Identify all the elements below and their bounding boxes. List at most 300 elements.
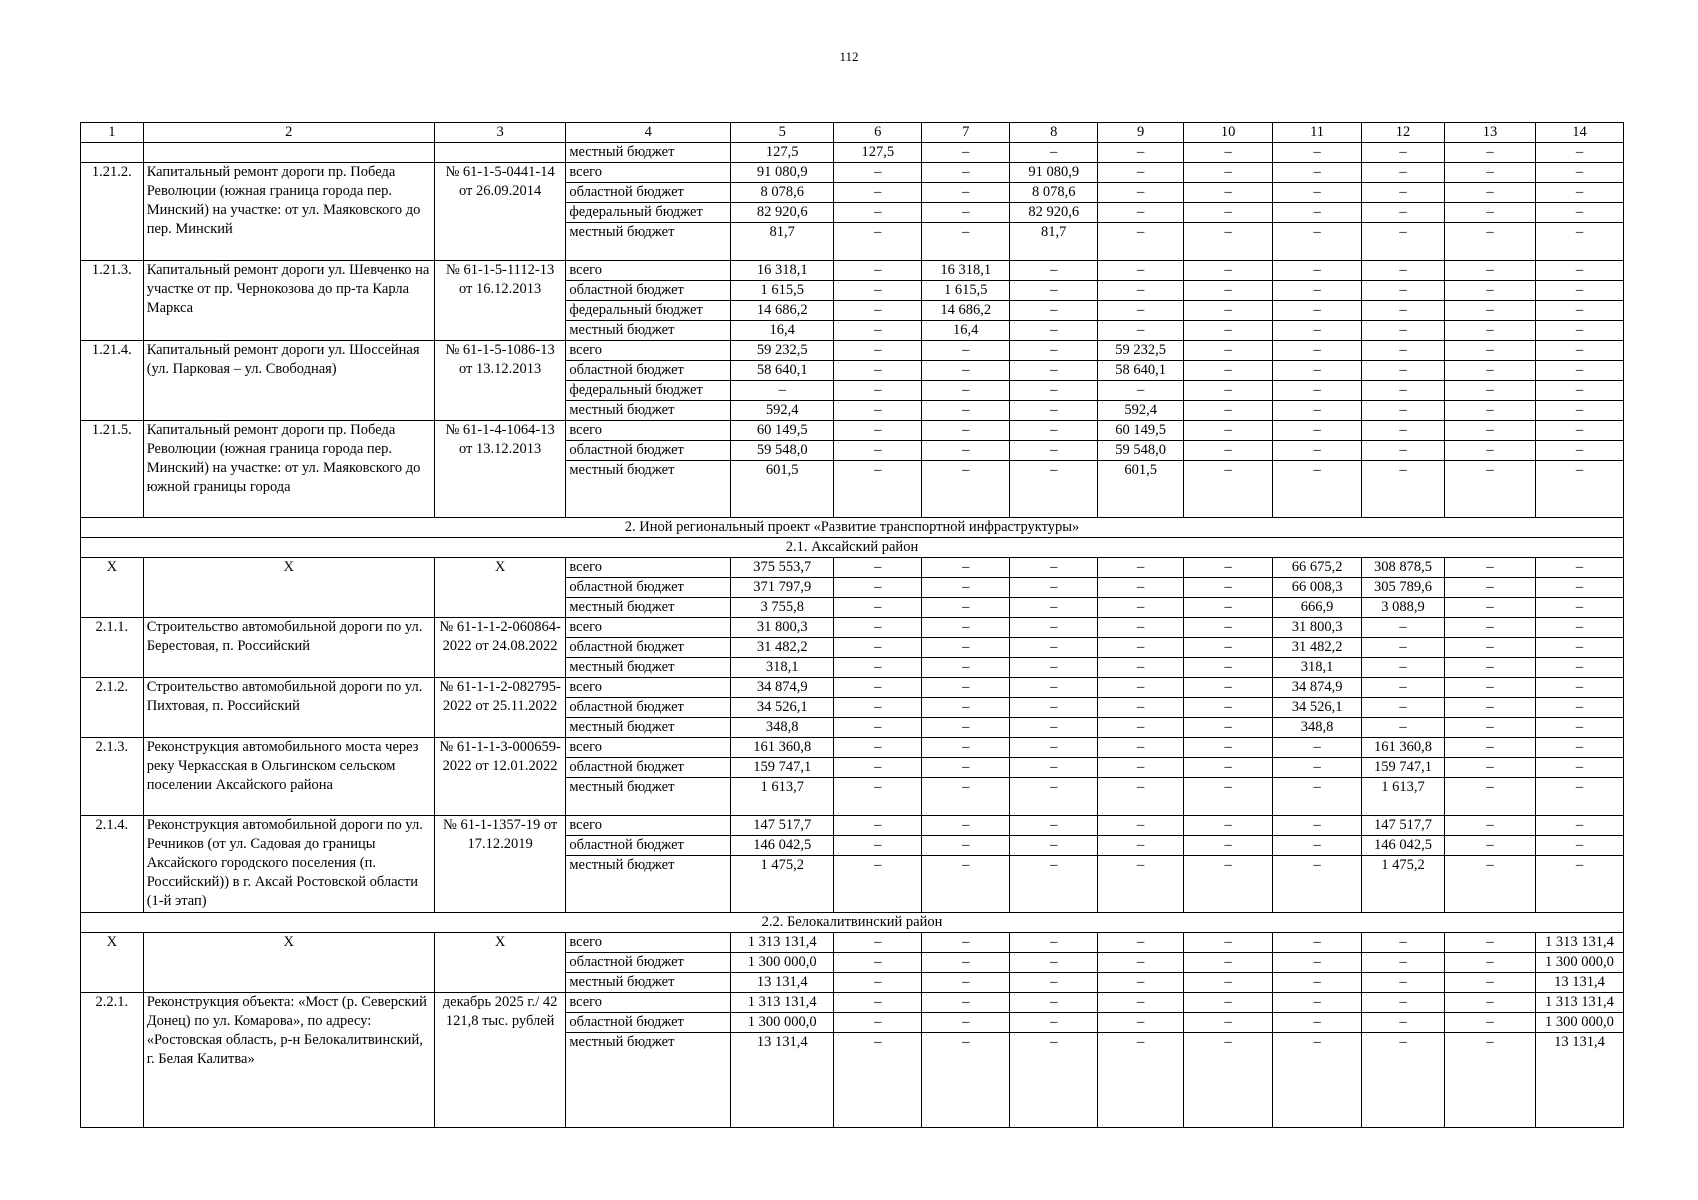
cell-value: – [834,281,922,301]
cell-value: – [1098,1013,1184,1033]
cell-value: 318,1 [731,658,834,678]
cell-value: – [1098,598,1184,618]
cell-value: – [1010,143,1098,163]
cell-value: всего [566,341,731,361]
cell-value: – [1010,341,1098,361]
cell-value: 1 475,2 [731,856,834,913]
cell-name [143,143,434,163]
section-2-1 [81,538,1624,558]
cell-value: 1 300 000,0 [1535,1013,1623,1033]
cell-value: – [1098,738,1184,758]
cell-value: – [1444,718,1535,738]
total-marker: X [434,933,565,993]
cell-value: – [1535,183,1623,203]
cell-value: 1 313 131,4 [1535,933,1623,953]
cell-value: 371 797,9 [731,578,834,598]
cell-value: – [834,738,922,758]
cell-value: 8 078,6 [1010,183,1098,203]
cell-value: – [1098,558,1184,578]
cell-value: – [1098,638,1184,658]
cell-value: – [1535,816,1623,836]
header-row [81,123,1624,143]
cell-value: – [1535,836,1623,856]
cell-value: 59 232,5 [1098,341,1184,361]
table-row [81,341,1624,361]
cell-value: – [1444,261,1535,281]
cell-value: 81,7 [731,223,834,261]
cell-value: – [1184,183,1273,203]
cell-value: федеральный бюджет [566,301,731,321]
column-header-7: 7 [922,123,1010,143]
cell-value: – [1444,441,1535,461]
cell-value: – [1010,558,1098,578]
cell-value: 8 078,6 [731,183,834,203]
cell-value: – [834,421,922,441]
cell-value: – [1184,698,1273,718]
cell-value: – [1535,558,1623,578]
cell-value: 58 640,1 [1098,361,1184,381]
cell-value: – [922,401,1010,421]
cell-value: – [1184,638,1273,658]
cell-value: – [922,578,1010,598]
cell-value: – [922,143,1010,163]
cell-value: – [922,993,1010,1013]
cell-value: – [1273,933,1362,953]
cell-value: – [1273,301,1362,321]
cell-value: 1 313 131,4 [731,993,834,1013]
cell-value: 3 755,8 [731,598,834,618]
cell-value: – [922,738,1010,758]
cell-value: – [834,758,922,778]
item-number: 1.21.2. [81,163,144,261]
cell-value: – [1362,618,1445,638]
cell-value: – [1273,441,1362,461]
cell-value: – [1362,933,1445,953]
cell-value: 91 080,9 [731,163,834,183]
cell-value: – [1362,301,1445,321]
cell-value: – [1535,203,1623,223]
cell-value: – [1273,163,1362,183]
cell-value: 81,7 [1010,223,1098,261]
cell-value: – [1010,261,1098,281]
cell-value: всего [566,618,731,638]
cell-value: 1 615,5 [731,281,834,301]
cell-value: – [1098,381,1184,401]
cell-value: местный бюджет [566,1033,731,1128]
cell-value: – [1444,421,1535,441]
cell-value: – [1184,836,1273,856]
cell-value: – [922,618,1010,638]
cell-value: – [1444,223,1535,261]
cell-value: – [1444,598,1535,618]
cell-value: 31 800,3 [731,618,834,638]
cell-value: – [1273,203,1362,223]
cell-value: – [1535,143,1623,163]
cell-value: – [1444,758,1535,778]
item-number: 2.1.4. [81,816,144,913]
item-number: 2.1.2. [81,678,144,738]
cell-value: 60 149,5 [1098,421,1184,441]
cell-value: – [1444,381,1535,401]
column-header-1: 1 [81,123,144,143]
cell-value: 34 526,1 [1273,698,1362,718]
cell-value: – [1098,933,1184,953]
cell-value: – [1184,361,1273,381]
cell-value: – [1362,401,1445,421]
table-row [81,143,1624,163]
cell-value: – [1362,1033,1445,1128]
cell-value: – [1444,678,1535,698]
cell-value: – [1098,698,1184,718]
cell-value: – [1273,1013,1362,1033]
cell-value: – [1098,223,1184,261]
cell-value: – [1362,993,1445,1013]
cell-value: – [1184,678,1273,698]
cell-value: – [1098,836,1184,856]
cell-value: – [1184,163,1273,183]
cell-value: – [1535,361,1623,381]
cell-value: – [1098,973,1184,993]
cell-value: – [1444,658,1535,678]
cell-value: – [1010,698,1098,718]
cell-value: – [1010,678,1098,698]
cell-value: 146 042,5 [731,836,834,856]
column-header-11: 11 [1273,123,1362,143]
cell-value: – [1010,321,1098,341]
cell-value: – [1010,578,1098,598]
cell-value: – [1098,1033,1184,1128]
cell-value: – [1535,321,1623,341]
cell-value: всего [566,816,731,836]
cell-value: – [1444,461,1535,518]
cell-value: – [1535,301,1623,321]
cell-value: областной бюджет [566,361,731,381]
cell-value: – [1444,638,1535,658]
cell-value: – [1184,461,1273,518]
cell-value: 146 042,5 [1362,836,1445,856]
cell-value: – [1010,361,1098,381]
cell-value: – [1010,638,1098,658]
cell-value: – [1010,1033,1098,1128]
column-header-14: 14 [1535,123,1623,143]
cell-value: – [1010,598,1098,618]
cell-value: областной бюджет [566,281,731,301]
cell-value: – [922,758,1010,778]
cell-value: – [1010,836,1098,856]
cell-value: – [1098,321,1184,341]
cell-value: – [922,223,1010,261]
cell-value: – [1444,558,1535,578]
item-document: № 61-1-5-0441-14 от 26.09.2014 [434,163,565,261]
cell-value: – [1184,441,1273,461]
cell-value: – [922,441,1010,461]
cell-value: – [1184,738,1273,758]
cell-value: – [1444,993,1535,1013]
cell-value: – [834,1013,922,1033]
cell-value: – [1098,183,1184,203]
cell-value: – [1010,816,1098,836]
cell-value: – [922,658,1010,678]
cell-value: – [922,1033,1010,1128]
cell-value: – [1184,341,1273,361]
cell-value: 1 300 000,0 [1535,953,1623,973]
cell-value: 161 360,8 [1362,738,1445,758]
cell-value: – [1535,578,1623,598]
cell-value: – [1444,163,1535,183]
column-header-5: 5 [731,123,834,143]
cell-value: – [1184,993,1273,1013]
cell-value: – [1010,953,1098,973]
cell-value: – [1184,816,1273,836]
cell-value: всего [566,738,731,758]
cell-value: 305 789,6 [1362,578,1445,598]
cell-value: 3 088,9 [1362,598,1445,618]
cell-value: – [1444,618,1535,638]
cell-value: – [834,163,922,183]
cell-value: – [1098,778,1184,816]
section-2-2 [81,913,1624,933]
cell-doc [434,143,565,163]
cell-value: – [922,856,1010,913]
cell-value: – [922,341,1010,361]
item-number: 2.1.1. [81,618,144,678]
cell-value: – [1362,203,1445,223]
cell-value: – [1535,381,1623,401]
cell-value: – [1362,163,1445,183]
cell-value: – [922,381,1010,401]
cell-value: – [1184,381,1273,401]
cell-value: 16 318,1 [731,261,834,281]
cell-value: 91 080,9 [1010,163,1098,183]
cell-value: 16,4 [922,321,1010,341]
cell-value: 308 878,5 [1362,558,1445,578]
cell-value: 66 008,3 [1273,578,1362,598]
cell-value: – [1098,578,1184,598]
cell-value: 59 232,5 [731,341,834,361]
cell-value: – [1444,321,1535,341]
total-row [81,933,1624,953]
cell-value: – [922,598,1010,618]
cell-value: областной бюджет [566,698,731,718]
item-name: Капитальный ремонт дороги ул. Шевченко на участке от пр. Чернокозова до пр-та Карла Маркса [143,261,434,341]
cell-value: – [1010,658,1098,678]
cell-value: – [922,183,1010,203]
cell-value: – [1098,301,1184,321]
cell-value: – [1184,718,1273,738]
cell-value: – [1010,778,1098,816]
cell-value: – [922,461,1010,518]
cell-value: – [1010,718,1098,738]
cell-value: 592,4 [731,401,834,421]
cell-value: всего [566,678,731,698]
cell-value: – [1098,993,1184,1013]
cell-value: – [1098,758,1184,778]
cell-value: – [834,558,922,578]
cell-value: – [1010,381,1098,401]
column-header-13: 13 [1444,123,1535,143]
cell-value: – [1098,143,1184,163]
cell-value: – [834,203,922,223]
cell-value: – [1184,933,1273,953]
cell-value: местный бюджет [566,223,731,261]
cell-value: – [834,321,922,341]
total-marker: X [81,558,144,618]
cell-value: местный бюджет [566,143,731,163]
cell-value: – [1362,461,1445,518]
column-header-8: 8 [1010,123,1098,143]
cell-value: – [834,658,922,678]
cell-value: – [1535,618,1623,638]
item-name: Реконструкция объекта: «Мост (р. Северский Донец) по ул. Комарова», по адресу: «Ростовская область, р-н Белокалитвинский, г. Белая Калитва» [143,993,434,1128]
cell-value: – [834,718,922,738]
cell-value: 16 318,1 [922,261,1010,281]
cell-value: областной бюджет [566,578,731,598]
cell-value: – [1273,281,1362,301]
cell-value: – [1362,953,1445,973]
item-name: Капитальный ремонт дороги пр. Победа Революции (южная граница города пер. Минский) на участке: от ул. Маяковского до пер. Минский [143,163,434,261]
cell-value: 127,5 [731,143,834,163]
cell-value: местный бюджет [566,856,731,913]
cell-value: – [1444,816,1535,836]
cell-value: – [922,1013,1010,1033]
cell-value: – [922,778,1010,816]
cell-value: 58 640,1 [731,361,834,381]
column-header-9: 9 [1098,123,1184,143]
cell-value: – [1098,281,1184,301]
cell-value: – [1535,658,1623,678]
cell-value: – [1098,678,1184,698]
cell-value: 666,9 [1273,598,1362,618]
cell-value: 34 874,9 [1273,678,1362,698]
cell-value: 13 131,4 [1535,1033,1623,1128]
cell-value: – [1184,856,1273,913]
cell-value: 16,4 [731,321,834,341]
cell-value: 159 747,1 [1362,758,1445,778]
cell-value: – [1273,778,1362,816]
cell-value: всего [566,558,731,578]
cell-value: – [834,678,922,698]
cell-value: местный бюджет [566,321,731,341]
cell-value: – [1273,993,1362,1013]
cell-value: – [1184,321,1273,341]
cell-value: – [1098,163,1184,183]
cell-value: – [1362,678,1445,698]
cell-value: – [1535,856,1623,913]
cell-value: 31 482,2 [1273,638,1362,658]
cell-value: – [834,1033,922,1128]
cell-value: – [1444,953,1535,973]
cell-value: – [1362,183,1445,203]
cell-value: – [1535,678,1623,698]
cell-value: – [1444,738,1535,758]
cell-value: – [1444,973,1535,993]
cell-value: – [922,421,1010,441]
cell-value: – [1273,223,1362,261]
cell-value: – [1273,143,1362,163]
cell-value: – [1098,203,1184,223]
cell-value: 13 131,4 [1535,973,1623,993]
cell-value: – [1184,758,1273,778]
cell-value: – [1184,778,1273,816]
cell-value: – [1273,816,1362,836]
cell-value: – [1184,261,1273,281]
cell-value: – [834,933,922,953]
cell-value: 13 131,4 [731,1033,834,1128]
cell-value: – [834,953,922,973]
cell-value: – [1444,856,1535,913]
cell-value: 34 874,9 [731,678,834,698]
cell-value: – [834,223,922,261]
cell-value: 31 482,2 [731,638,834,658]
cell-value: – [1362,361,1445,381]
item-name: Реконструкция автомобильной дороги по ул. Речников (от ул. Садовая до границы Аксайского городского поселения (п. Российский)) в г. Аксай Ростовской области (1-й этап) [143,816,434,913]
cell-value: всего [566,993,731,1013]
cell-value: 14 686,2 [922,301,1010,321]
cell-value: – [922,718,1010,738]
cell-value: – [1098,856,1184,913]
cell-value: – [1010,421,1098,441]
cell-value: всего [566,933,731,953]
cell-value: 127,5 [834,143,922,163]
cell-value: 1 613,7 [731,778,834,816]
item-document: № 61-1-1-3-000659-2022 от 12.01.2022 [434,738,565,816]
item-document: № 61-1-1-2-060864-2022 от 24.08.2022 [434,618,565,678]
total-row [81,558,1624,578]
table-row [81,993,1624,1013]
cell-value: 348,8 [731,718,834,738]
cell-value: – [1184,223,1273,261]
cell-value: 1 313 131,4 [1535,993,1623,1013]
cell-value: – [1273,401,1362,421]
cell-value: 161 360,8 [731,738,834,758]
cell-value: – [1273,973,1362,993]
cell-value: – [1362,658,1445,678]
cell-value: – [1273,341,1362,361]
cell-value: 60 149,5 [731,421,834,441]
cell-value: – [922,836,1010,856]
cell-value: – [1362,1013,1445,1033]
item-name: Капитальный ремонт дороги ул. Шоссейная (ул. Парковая – ул. Свободная) [143,341,434,421]
cell-value: – [1273,738,1362,758]
cell-value: – [1535,401,1623,421]
cell-value: 66 675,2 [1273,558,1362,578]
total-marker: X [434,558,565,618]
cell-value: – [1444,301,1535,321]
table-row [81,261,1624,281]
cell-value: 1 613,7 [1362,778,1445,816]
cell-value: – [834,856,922,913]
item-number: 1.21.4. [81,341,144,421]
cell-value: федеральный бюджет [566,381,731,401]
total-marker: X [143,933,434,993]
cell-value: – [1273,1033,1362,1128]
cell-value: – [1444,183,1535,203]
cell-value: – [922,361,1010,381]
total-marker: X [143,558,434,618]
cell-value: – [1444,203,1535,223]
item-name: Строительство автомобильной дороги по ул. Берестовая, п. Российский [143,618,434,678]
cell-value: 601,5 [731,461,834,518]
item-number: 2.1.3. [81,738,144,816]
cell-value: – [1010,618,1098,638]
cell-value: местный бюджет [566,718,731,738]
cell-value: – [1535,421,1623,441]
budget-table [80,122,1624,1128]
cell-value: 1 313 131,4 [731,933,834,953]
cell-value: – [1273,361,1362,381]
cell-value: 1 615,5 [922,281,1010,301]
cell-value: – [1098,953,1184,973]
